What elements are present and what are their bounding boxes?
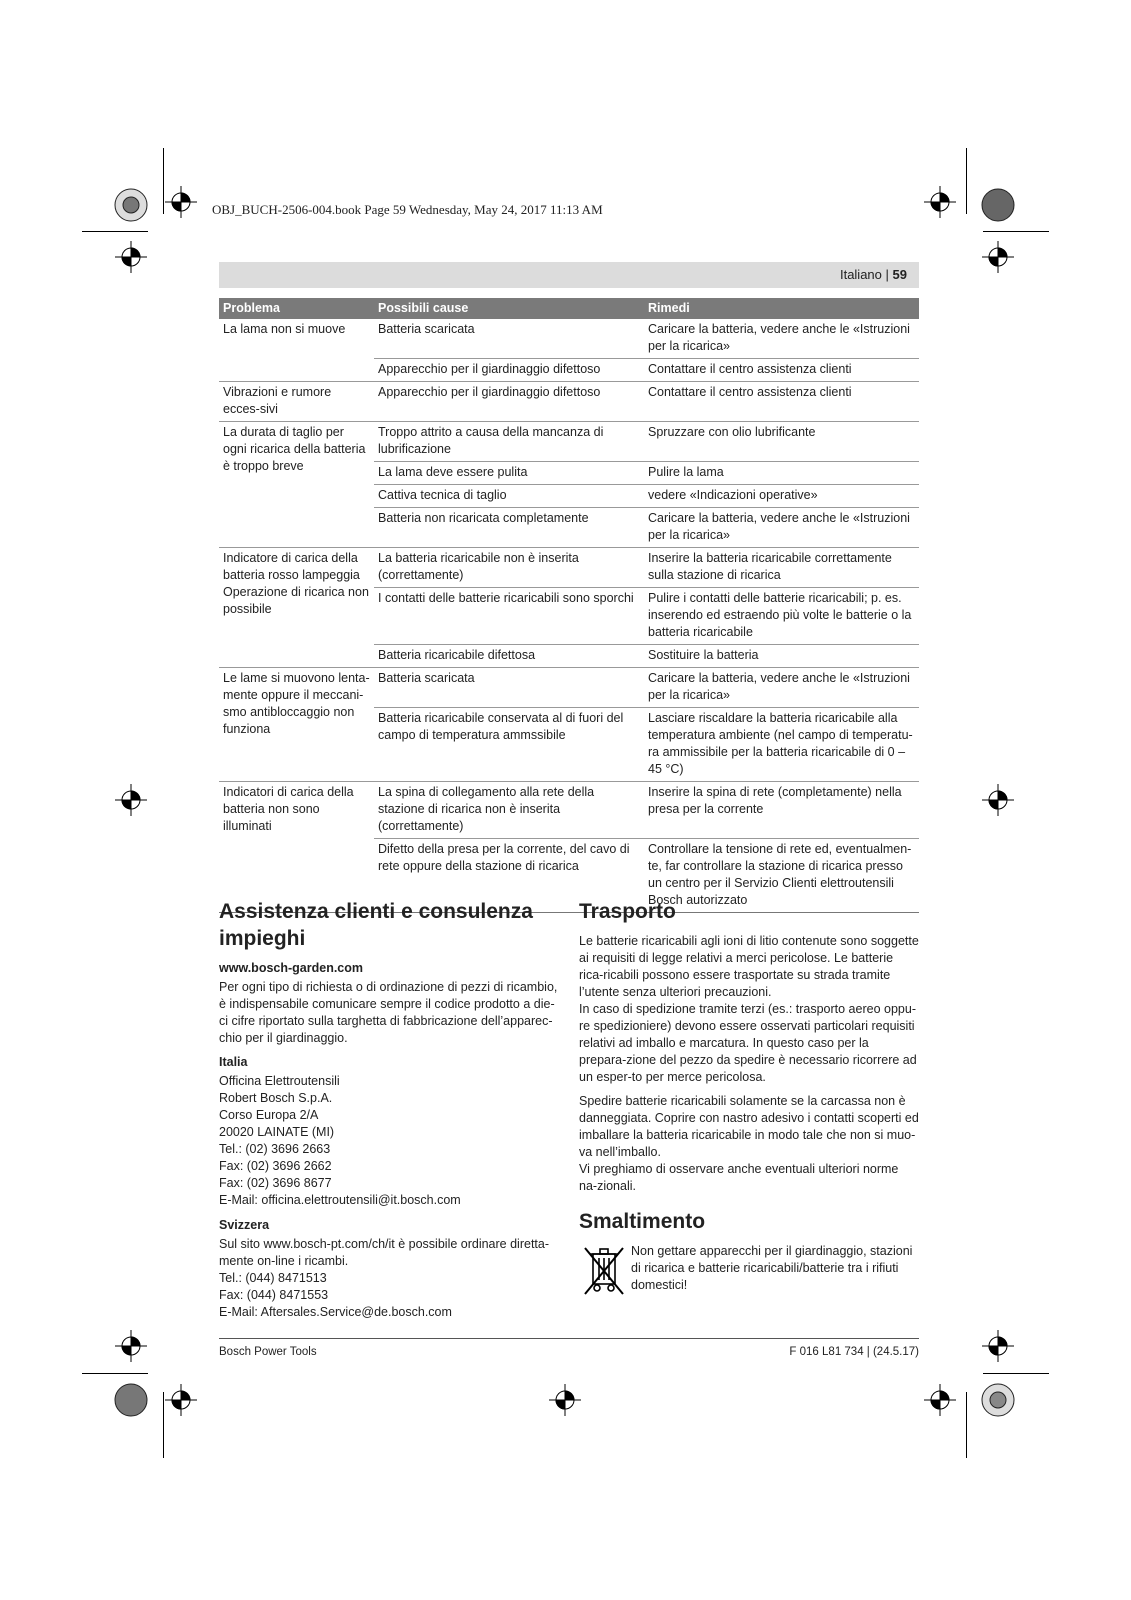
problem-cell: Le lame si muovono lenta-mente oppure il meccani-smo antibloccaggio non funziona [219, 668, 374, 782]
problem-cell: Indicatori di carica della batteria non sono illuminati [219, 782, 374, 913]
website-link[interactable]: www.bosch-garden.com [219, 961, 364, 975]
remedy-cell: Lasciare riscaldare la batteria ricaricabile alla temperatura ambiente (nel campo di temperatu-ra ammissibile per la batteria ricaricabile di 0 – 45 °C) [644, 708, 919, 782]
phone-line: Tel.: (044) 8471513 [219, 1271, 327, 1285]
remedy-cell: Caricare la batteria, vedere anche le «Istruzioni per la ricarica» [644, 668, 919, 708]
cause-cell: La batteria ricaricabile non è inserita (correttamente) [374, 548, 644, 588]
paragraph: Sul sito www.bosch-pt.com/ch/it è possibile ordinare diretta-mente on-line i ricambi. [219, 1237, 550, 1268]
cause-cell: Batteria scaricata [374, 668, 644, 708]
table-header-row [219, 298, 919, 319]
cause-cell: Batteria scaricata [374, 319, 644, 359]
remedy-cell: Sostituire la batteria [644, 645, 919, 668]
paragraph: In caso di spedizione tramite terzi (es.: trasporto aereo oppu-re spedizioniere) devono essere osservati particolari requisiti relativi ad imballo e marcatura. In questo caso per la prepara-zione del pezzo da spedire è necessario ricorrere ad un esper-to per merce pericolosa. [579, 1002, 917, 1084]
section-title: Trasporto [579, 900, 676, 923]
email-line: E-Mail: Aftersales.Service@de.bosch.com [219, 1305, 452, 1319]
troubleshooting-table [219, 298, 919, 913]
remedy-cell: vedere «Indicazioni operative» [644, 485, 919, 508]
table-row [219, 782, 919, 839]
fax-line: Fax: (02) 3696 2662 [219, 1159, 332, 1173]
cause-cell: Difetto della presa per la corrente, del cavo di rete oppure della stazione di ricarica [374, 839, 644, 913]
paragraph: Vi preghiamo di osservare anche eventuali ulteriori norme na-zionali. [579, 1162, 899, 1193]
paragraph: Spedire batterie ricaricabili solamente se la carcassa non è danneggiata. Coprire con nastro adesivo i contatti scoperti ed imballare la batteria ricaricabile in modo tale che non si muo-va nell’imballo. [579, 1094, 919, 1159]
section-title: Smaltimento [579, 1210, 706, 1233]
trasporto-section [579, 898, 919, 1202]
email-line: E-Mail: officina.elettroutensili@it.bosch.com [219, 1193, 461, 1207]
cause-cell: Batteria ricaricabile conservata al di fuori del campo di temperatura ammssibile [374, 708, 644, 782]
disposal-text: Non gettare apparecchi per il giardinaggio, stazioni di ricarica e batterie ricaricabili/batterie tra i rifiuti domestici! [631, 1244, 913, 1292]
crossed-bin-icon [581, 1244, 627, 1296]
column-header: Problema [219, 298, 374, 319]
footer-left: Bosch Power Tools [219, 1346, 317, 1358]
table-row [219, 548, 919, 588]
page-header [840, 267, 907, 282]
table-row [219, 382, 919, 422]
address-line: Robert Bosch S.p.A. [219, 1091, 333, 1105]
remedy-cell: Caricare la batteria, vedere anche le «Istruzioni per la ricarica» [644, 508, 919, 548]
remedy-cell: Contattare il centro assistenza clienti [644, 359, 919, 382]
address-line: Officina Elettroutensili [219, 1074, 340, 1088]
table-row [219, 319, 919, 359]
remedy-cell: Pulire la lama [644, 462, 919, 485]
footer-right: F 016 L81 734 | (24.5.17) [789, 1346, 919, 1358]
problem-cell: La lama non si muove [219, 319, 374, 382]
italia-heading: Italia [219, 1055, 248, 1069]
section-title: Assistenza clienti e consulenza impieghi [219, 900, 533, 950]
remedy-cell: Spruzzare con olio lubrificante [644, 422, 919, 462]
print-info: OBJ_BUCH-2506-004.book Page 59 Wednesday, May 24, 2017 11:13 AM [212, 202, 603, 217]
fax-line: Fax: (044) 8471553 [219, 1288, 329, 1302]
cause-cell: Batteria non ricaricata completamente [374, 508, 644, 548]
cause-cell: La lama deve essere pulita [374, 462, 644, 485]
remedy-cell: Caricare la batteria, vedere anche le «Istruzioni per la ricarica» [644, 319, 919, 359]
remedy-cell: Controllare la tensione di rete ed, eventualmen-te, far controllare la stazione di ricarica presso un centro per il Servizio Clienti elettroutensili Bosch autorizzato [644, 839, 919, 913]
problem-cell [219, 548, 374, 668]
remedy-cell: Inserire la spina di rete (completamente) nella presa per la corrente [644, 782, 919, 839]
language-label: Italiano [839, 267, 882, 282]
header-separator: | [885, 267, 889, 282]
cause-cell: I contatti delle batterie ricaricabili sono sporchi [374, 588, 644, 645]
remedy-cell: Inserire la batteria ricaricabile correttamente sulla stazione di ricarica [644, 548, 919, 588]
column-header: Possibili cause [374, 298, 644, 319]
paragraph: Le batterie ricaricabili agli ioni di litio contenute sono soggette ai requisiti di legge relativi a merci pericolose. Le batterie rica-ricabili possono essere trasportate su strada tramite l’utente senza ulteriori precauzioni. [579, 934, 919, 999]
table-row [219, 422, 919, 462]
table-row [219, 668, 919, 708]
cause-cell: Troppo attrito a causa della mancanza di lubrificazione [374, 422, 644, 462]
cause-cell: Apparecchio per il giardinaggio difettoso [374, 382, 644, 422]
footer-divider [219, 1338, 919, 1339]
cause-cell: Apparecchio per il giardinaggio difettoso [374, 359, 644, 382]
cause-cell: La spina di collegamento alla rete della stazione di ricarica non è inserita (correttamente) [374, 782, 644, 839]
page-header-bar [219, 262, 919, 288]
smaltimento-section [579, 1208, 919, 1294]
svizzera-heading: Svizzera [219, 1218, 270, 1232]
remedy-cell: Contattare il centro assistenza clienti [644, 382, 919, 422]
problem-cell: Vibrazioni e rumore ecces-sivi [219, 382, 374, 422]
problem-cell: La durata di taglio per ogni ricarica della batteria è troppo breve [219, 422, 374, 548]
remedy-cell: Pulire i contatti delle batterie ricaricabili; p. es. inserendo ed estraendo più volte le batterie o la batteria ricaricabile [644, 588, 919, 645]
cause-cell: Cattiva tecnica di taglio [374, 485, 644, 508]
phone-line: Tel.: (02) 3696 2663 [219, 1142, 331, 1156]
assistenza-section [219, 898, 559, 1321]
address-line: Corso Europa 2/A [219, 1108, 319, 1122]
problem-text: Operazione di ricarica non possibile [223, 585, 369, 616]
address-line: 20020 LAINATE (MI) [219, 1125, 335, 1139]
page-number: 59 [892, 267, 907, 282]
paragraph: Per ogni tipo di richiesta o di ordinazione di pezzi di ricambio, è indispensabile comunicare sempre il codice prodotto a die-ci cifre riportato sulla targhetta di fabbricazione dell’apparec-chio per il giardinaggio. [219, 980, 558, 1045]
problem-text: Indicatore di carica della batteria rosso lampeggia [223, 551, 360, 582]
fax-line: Fax: (02) 3696 8677 [219, 1176, 332, 1190]
cause-cell: Batteria ricaricabile difettosa [374, 645, 644, 668]
column-header: Rimedi [644, 298, 919, 319]
